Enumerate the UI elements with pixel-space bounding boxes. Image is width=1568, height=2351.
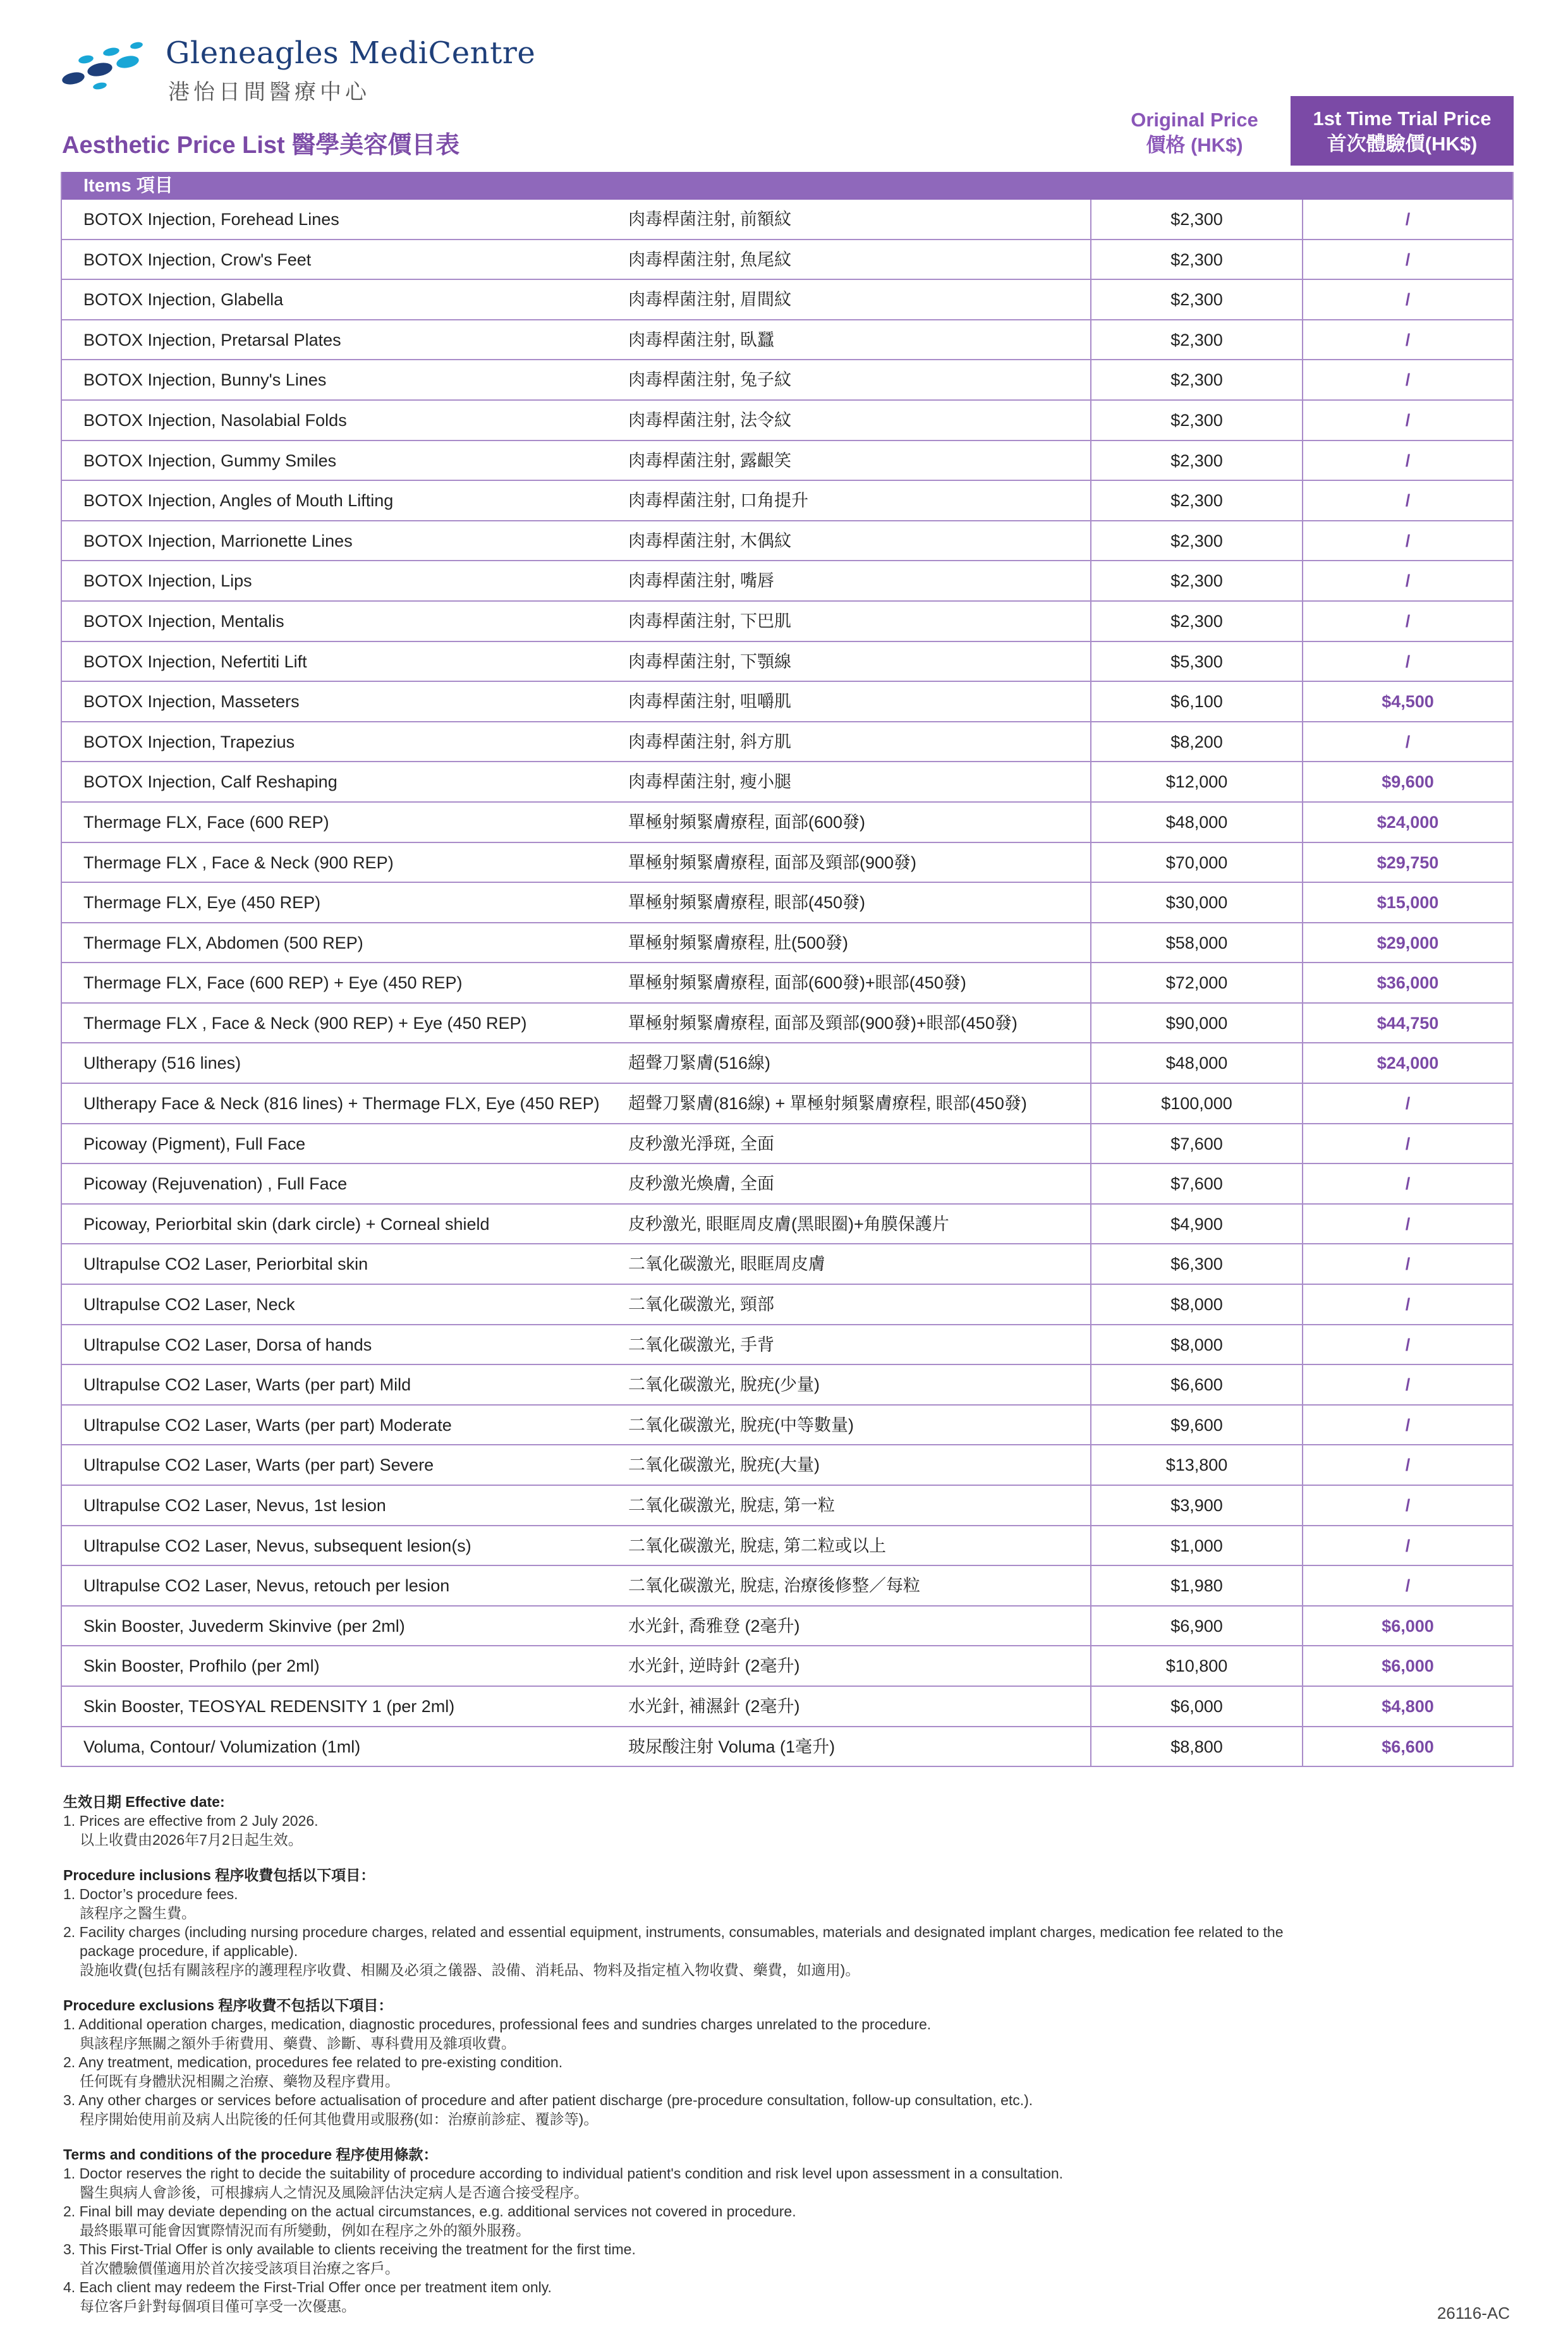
- item-name-zh: 肉毒桿菌注射, 下巴肌: [628, 611, 792, 631]
- original-price: $58,000: [1090, 923, 1302, 963]
- note-line: package procedure, if applicable).: [80, 1943, 298, 1959]
- document-code: 26116-AC: [1437, 2304, 1510, 2323]
- item-name-en: BOTOX Injection, Gummy Smiles: [83, 451, 337, 470]
- table-row: [62, 1043, 1512, 1084]
- item-name-en: BOTOX Injection, Forehead Lines: [83, 210, 339, 229]
- effective-date-title: 生效日期 Effective date:: [63, 1794, 225, 1810]
- item-name-en: BOTOX Injection, Marrionette Lines: [83, 531, 353, 550]
- item-name-en: Picoway (Pigment), Full Face: [83, 1134, 306, 1153]
- original-price: $7,600: [1090, 1164, 1302, 1203]
- exclusions-title: Procedure exclusions 程序收費不包括以下項目：: [63, 1997, 393, 2014]
- trial-price: /: [1302, 401, 1512, 440]
- logo-english-name: Gleneagles MediCentre: [166, 35, 536, 71]
- note-line: 設施收費(包括有關該程序的護理程序收費、相關及必須之儀器、設備、消耗品、物料及指定植入物收費、藥費，如適用)。: [80, 1962, 860, 1978]
- trial-price: /: [1302, 360, 1512, 399]
- item-name-zh: 水光針, 喬雅登 (2毫升): [628, 1616, 800, 1636]
- note-line: 3. Any other charges or services before actualisation of procedure and after patient discharge (pre-procedure consultation, follow-up consultation, etc.).: [63, 2092, 1033, 2108]
- trial-price: /: [1302, 1124, 1512, 1163]
- table-row: [62, 762, 1512, 803]
- item-name-zh: 單極射頻緊膚療程, 面部及頸部(900發): [628, 853, 917, 872]
- item-name-zh: 肉毒桿菌注射, 斜方肌: [628, 732, 792, 751]
- item-name-en: BOTOX Injection, Pretarsal Plates: [83, 330, 341, 349]
- note-line: 與該程序無關之額外手術費用、藥費、診斷、專科費用及雜項收費。: [80, 2035, 516, 2051]
- gleneagles-dots-logo-icon: [61, 38, 155, 95]
- item-name-zh: 二氧化碳激光, 脫痣, 治療後修整／每粒: [628, 1576, 921, 1596]
- price-table-body: [62, 200, 1512, 1767]
- original-price: $7,600: [1090, 1124, 1302, 1163]
- note-line: 2. Final bill may deviate depending on the actual circumstances, e.g. additional services not covered in procedure.: [63, 2203, 796, 2220]
- trial-price: /: [1302, 441, 1512, 480]
- table-row: [62, 722, 1512, 763]
- original-price: $8,800: [1090, 1727, 1302, 1766]
- trial-price: /: [1302, 642, 1512, 681]
- item-name-zh: 肉毒桿菌注射, 瘦小腿: [628, 772, 792, 792]
- original-price: $9,600: [1090, 1406, 1302, 1445]
- original-price: $2,300: [1090, 360, 1302, 399]
- item-name-zh: 二氧化碳激光, 脫痣, 第二粒或以上: [628, 1536, 887, 1555]
- table-row: [62, 1164, 1512, 1205]
- trial-price-header: [1291, 96, 1514, 166]
- inclusions-list: [63, 1885, 1517, 1979]
- trial-price-header-zh: 首次體驗價(HK$): [1327, 133, 1478, 155]
- original-price: $70,000: [1090, 843, 1302, 882]
- table-row: [62, 200, 1512, 240]
- table-row: [62, 481, 1512, 521]
- item-name-zh: 二氧化碳激光, 脫疣(中等數量): [628, 1415, 854, 1435]
- trial-price: $15,000: [1302, 883, 1512, 922]
- trial-price: $6,000: [1302, 1607, 1512, 1646]
- item-name-en: Ultrapulse CO2 Laser, Warts (per part) Moderate: [83, 1415, 452, 1435]
- item-name-zh: 二氧化碳激光, 手背: [628, 1335, 775, 1354]
- item-name-zh: 二氧化碳激光, 脫疣(少量): [628, 1375, 820, 1395]
- original-price: $2,300: [1090, 481, 1302, 520]
- item-name-en: Ultrapulse CO2 Laser, Neck: [83, 1295, 295, 1315]
- item-name-zh: 二氧化碳激光, 頸部: [628, 1295, 775, 1315]
- trial-price: /: [1302, 200, 1512, 239]
- original-price: $2,300: [1090, 441, 1302, 480]
- table-row: [62, 1004, 1512, 1044]
- item-name-en: BOTOX Injection, Angles of Mouth Lifting: [83, 491, 394, 511]
- item-name-zh: 肉毒桿菌注射, 下顎線: [628, 652, 792, 671]
- item-name-en: BOTOX Injection, Mentalis: [83, 611, 284, 631]
- logo-chinese-name: 港怡日間醫療中心: [168, 80, 370, 104]
- item-name-zh: 肉毒桿菌注射, 咀嚼肌: [628, 692, 792, 712]
- trial-price: /: [1302, 1285, 1512, 1324]
- original-price: $6,900: [1090, 1607, 1302, 1646]
- item-name-zh: 肉毒桿菌注射, 眉間紋: [628, 290, 792, 310]
- table-row: [62, 1526, 1512, 1567]
- item-name-en: Thermage FLX, Abdomen (500 REP): [83, 933, 363, 952]
- original-price: $6,000: [1090, 1687, 1302, 1726]
- table-row: [62, 1244, 1512, 1285]
- table-row: [62, 441, 1512, 482]
- item-name-zh: 單極射頻緊膚療程, 面部及頸部(900發)+眼部(450發): [628, 1013, 1018, 1033]
- trial-price: $44,750: [1302, 1004, 1512, 1043]
- original-price: $2,300: [1090, 280, 1302, 319]
- item-name-en: Ultrapulse CO2 Laser, Warts (per part) Severe: [83, 1455, 434, 1475]
- item-name-en: BOTOX Injection, Crow's Feet: [83, 250, 312, 269]
- exclusions-list: [63, 2015, 1517, 2129]
- original-price: $12,000: [1090, 762, 1302, 801]
- item-name-en: BOTOX Injection, Nasolabial Folds: [83, 410, 347, 430]
- trial-price: /: [1302, 521, 1512, 561]
- trial-price: $4,800: [1302, 1687, 1512, 1726]
- original-price: $90,000: [1090, 1004, 1302, 1043]
- table-row: [62, 1566, 1512, 1607]
- item-name-en: Ultrapulse CO2 Laser, Nevus, subsequent lesion(s): [83, 1536, 471, 1555]
- original-price: $100,000: [1090, 1084, 1302, 1123]
- item-name-en: Ultrapulse CO2 Laser, Nevus, 1st lesion: [83, 1496, 386, 1515]
- trial-price: /: [1302, 1406, 1512, 1445]
- item-name-zh: 肉毒桿菌注射, 魚尾紋: [628, 250, 792, 269]
- item-name-en: BOTOX Injection, Lips: [83, 571, 252, 591]
- note-line: 任何既有身體狀況相關之治療、藥物及程序費用。: [80, 2073, 399, 2089]
- effective-date-list: [63, 1811, 1517, 1849]
- note-line: 該程序之醫生費。: [80, 1905, 196, 1921]
- table-row: [62, 240, 1512, 281]
- item-name-zh: 二氧化碳激光, 脫痣, 第一粒: [628, 1496, 836, 1515]
- table-row: [62, 521, 1512, 562]
- original-price: $6,100: [1090, 682, 1302, 721]
- table-row: [62, 1406, 1512, 1446]
- note-line: 程序開始使用前及病人出院後的任何其他費用或服務(如：治療前診症、覆診等)。: [80, 2111, 599, 2127]
- table-row: [62, 401, 1512, 441]
- item-name-zh: 單極射頻緊膚療程, 肚(500發): [628, 933, 849, 952]
- trial-price: $4,500: [1302, 682, 1512, 721]
- original-price: $8,000: [1090, 1325, 1302, 1364]
- original-price: $2,300: [1090, 602, 1302, 641]
- item-name-en: Voluma, Contour/ Volumization (1ml): [83, 1737, 361, 1756]
- trial-price: /: [1302, 481, 1512, 520]
- item-name-zh: 肉毒桿菌注射, 法令紋: [628, 410, 792, 430]
- table-row: [62, 682, 1512, 722]
- trial-price: $24,000: [1302, 803, 1512, 842]
- item-name-zh: 肉毒桿菌注射, 嘴唇: [628, 571, 775, 591]
- item-name-zh: 皮秒激光淨斑, 全面: [628, 1134, 775, 1153]
- trial-price: $6,600: [1302, 1727, 1512, 1766]
- note-line: 醫生與病人會診後，可根據病人之情況及風險評估決定病人是否適合接受程序。: [80, 2184, 588, 2201]
- table-row: [62, 561, 1512, 602]
- original-price: $2,300: [1090, 401, 1302, 440]
- trial-price: /: [1302, 1325, 1512, 1364]
- item-name-en: Skin Booster, Profhilo (per 2ml): [83, 1656, 320, 1676]
- item-name-zh: 肉毒桿菌注射, 前額紋: [628, 210, 792, 229]
- trial-price-header-en: 1st Time Trial Price: [1313, 107, 1492, 130]
- original-price: $48,000: [1090, 1043, 1302, 1083]
- note-line: 每位客戶針對每個項目僅可享受一次優惠。: [80, 2298, 356, 2314]
- terms-list: [63, 2164, 1517, 2316]
- item-name-zh: 水光針, 逆時針 (2毫升): [628, 1656, 800, 1676]
- item-name-en: BOTOX Injection, Nefertiti Lift: [83, 652, 307, 671]
- note-line: 首次體驗價僅適用於首次接受該項目治療之客戶。: [80, 2260, 399, 2276]
- item-name-en: Ultherapy Face & Neck (816 lines) + Thermage FLX, Eye (450 REP): [83, 1094, 600, 1114]
- trial-price: $29,000: [1302, 923, 1512, 963]
- item-name-en: BOTOX Injection, Masseters: [83, 692, 300, 712]
- table-row: [62, 1607, 1512, 1647]
- table-row: [62, 602, 1512, 642]
- trial-price: /: [1302, 280, 1512, 319]
- original-price: $2,300: [1090, 240, 1302, 279]
- item-name-zh: 單極射頻緊膚療程, 眼部(450發): [628, 893, 866, 913]
- item-name-en: Thermage FLX, Face (600 REP) + Eye (450 REP): [83, 973, 463, 993]
- table-row: [62, 1124, 1512, 1165]
- note-line: 1. Doctor reserves the right to decide the suitability of procedure according to individual patient's condition and risk level upon assessment in a consultation.: [63, 2165, 1064, 2182]
- trial-price: /: [1302, 1164, 1512, 1203]
- item-name-en: Ultherapy (516 lines): [83, 1054, 241, 1073]
- item-name-en: Ultrapulse CO2 Laser, Warts (per part) Mild: [83, 1375, 411, 1395]
- trial-price: $29,750: [1302, 843, 1512, 882]
- table-row: [62, 883, 1512, 923]
- trial-price: /: [1302, 1566, 1512, 1605]
- table-row: [62, 1365, 1512, 1406]
- item-name-en: Thermage FLX , Face & Neck (900 REP) + Eye (450 REP): [83, 1013, 527, 1033]
- item-name-en: BOTOX Injection, Trapezius: [83, 732, 295, 751]
- original-price: $1,980: [1090, 1566, 1302, 1605]
- original-price: $3,900: [1090, 1486, 1302, 1525]
- trial-price: /: [1302, 1244, 1512, 1284]
- trial-price: /: [1302, 320, 1512, 360]
- table-row: [62, 843, 1512, 884]
- trial-price: /: [1302, 1486, 1512, 1525]
- original-price: $48,000: [1090, 803, 1302, 842]
- table-row: [62, 1727, 1512, 1768]
- note-line: 3. This First-Trial Offer is only available to clients receiving the treatment for the first time.: [63, 2241, 636, 2257]
- table-row: [62, 642, 1512, 683]
- item-name-zh: 玻尿酸注射 Voluma (1毫升): [628, 1737, 836, 1756]
- item-name-en: Thermage FLX, Face (600 REP): [83, 812, 329, 832]
- note-line: 以上收費由2026年7月2日起生效。: [80, 1832, 303, 1848]
- item-name-zh: 皮秒激光煥膚, 全面: [628, 1174, 775, 1194]
- original-price-header-zh: 價格 (HK$): [1146, 134, 1243, 156]
- item-name-en: Picoway, Periorbital skin (dark circle) + Corneal shield: [83, 1214, 490, 1234]
- item-name-en: Skin Booster, Juvederm Skinvive (per 2ml): [83, 1616, 405, 1636]
- trial-price: /: [1302, 1205, 1512, 1244]
- item-name-zh: 肉毒桿菌注射, 木偶紋: [628, 531, 792, 550]
- note-line: 1. Doctor’s procedure fees.: [63, 1886, 238, 1902]
- item-name-zh: 二氧化碳激光, 眼眶周皮膚: [628, 1254, 826, 1274]
- inclusions-title: Procedure inclusions 程序收費包括以下項目：: [63, 1867, 375, 1883]
- price-table: [61, 172, 1514, 1767]
- item-name-zh: 二氧化碳激光, 脫疣(大量): [628, 1455, 820, 1475]
- trial-price: $9,600: [1302, 762, 1512, 801]
- trial-price: $24,000: [1302, 1043, 1512, 1083]
- note-line: 1. Prices are effective from 2 July 2026.: [63, 1813, 319, 1829]
- item-name-en: BOTOX Injection, Calf Reshaping: [83, 772, 337, 792]
- original-price: $2,300: [1090, 521, 1302, 561]
- original-price: $2,300: [1090, 320, 1302, 360]
- trial-price: /: [1302, 1526, 1512, 1565]
- note-line: 2. Facility charges (including nursing procedure charges, related and essential equipment, instruments, consumables, materials and designated implant charges, medication fee related to the: [63, 1924, 1284, 1940]
- original-price: $2,300: [1090, 561, 1302, 600]
- table-row: [62, 360, 1512, 401]
- table-row: [62, 1084, 1512, 1124]
- note-line: 1. Additional operation charges, medication, diagnostic procedures, professional fees and sundries charges unrelated to the procedure.: [63, 2016, 932, 2032]
- item-name-en: Thermage FLX, Eye (450 REP): [83, 893, 321, 913]
- item-name-zh: 皮秒激光, 眼眶周皮膚(黑眼圈)+角膜保護片: [628, 1214, 949, 1234]
- table-row: [62, 803, 1512, 843]
- note-line: 2. Any treatment, medication, procedures fee related to pre-existing condition.: [63, 2054, 563, 2070]
- trial-price: /: [1302, 1084, 1512, 1123]
- item-name-zh: 肉毒桿菌注射, 口角提升: [628, 491, 809, 511]
- note-line: 4. Each client may redeem the First-Trial Offer once per treatment item only.: [63, 2279, 552, 2295]
- table-row: [62, 1486, 1512, 1526]
- trial-price: /: [1302, 1445, 1512, 1485]
- item-name-zh: 超聲刀緊膚(516線): [628, 1054, 771, 1073]
- item-name-zh: 超聲刀緊膚(816線) + 單極射頻緊膚療程, 眼部(450發): [628, 1094, 1027, 1114]
- item-name-zh: 水光針, 補濕針 (2毫升): [628, 1696, 800, 1716]
- notes-section: [63, 1792, 1517, 2316]
- item-name-zh: 單極射頻緊膚療程, 面部(600發)+眼部(450發): [628, 973, 966, 993]
- table-row: [62, 1646, 1512, 1687]
- trial-price: /: [1302, 240, 1512, 279]
- original-price: $5,300: [1090, 642, 1302, 681]
- note-line: 最終賬單可能會因實際情況而有所變動，例如在程序之外的額外服務。: [80, 2222, 530, 2239]
- trial-price: /: [1302, 722, 1512, 762]
- items-header: Items 項目: [62, 172, 1512, 200]
- terms-title: Terms and conditions of the procedure 程序使用條款：: [63, 2146, 438, 2163]
- original-price: $72,000: [1090, 963, 1302, 1002]
- item-name-zh: 單極射頻緊膚療程, 面部(600發): [628, 812, 866, 832]
- item-name-zh: 肉毒桿菌注射, 臥蠶: [628, 330, 775, 349]
- original-price: $13,800: [1090, 1445, 1302, 1485]
- original-price: $6,600: [1090, 1365, 1302, 1404]
- original-price-header-en: Original Price: [1131, 109, 1258, 131]
- table-row: [62, 1445, 1512, 1486]
- original-price: $1,000: [1090, 1526, 1302, 1565]
- item-name-zh: 肉毒桿菌注射, 兔子紋: [628, 370, 792, 390]
- item-name-en: BOTOX Injection, Bunny's Lines: [83, 370, 327, 390]
- item-name-en: BOTOX Injection, Glabella: [83, 290, 284, 310]
- table-row: [62, 1205, 1512, 1245]
- original-price: $10,800: [1090, 1646, 1302, 1686]
- table-row: [62, 1285, 1512, 1325]
- table-row: [62, 1687, 1512, 1727]
- table-row: [62, 963, 1512, 1004]
- original-price: $8,000: [1090, 1285, 1302, 1324]
- original-price: $4,900: [1090, 1205, 1302, 1244]
- table-row: [62, 280, 1512, 320]
- item-name-en: Skin Booster, TEOSYAL REDENSITY 1 (per 2ml): [83, 1696, 455, 1716]
- original-price: $8,200: [1090, 722, 1302, 762]
- trial-price: $36,000: [1302, 963, 1512, 1002]
- original-price-header: [1087, 107, 1302, 158]
- trial-price: $6,000: [1302, 1646, 1512, 1686]
- table-row: [62, 320, 1512, 361]
- trial-price: /: [1302, 602, 1512, 641]
- page-title: Aesthetic Price List 醫學美容價目表: [62, 132, 460, 159]
- original-price: $30,000: [1090, 883, 1302, 922]
- item-name-en: Ultrapulse CO2 Laser, Nevus, retouch per lesion: [83, 1576, 450, 1596]
- trial-price: /: [1302, 1365, 1512, 1404]
- table-row: [62, 1325, 1512, 1366]
- original-price: $2,300: [1090, 200, 1302, 239]
- table-row: [62, 923, 1512, 964]
- trial-price: /: [1302, 561, 1512, 600]
- logo: [61, 33, 536, 109]
- item-name-en: Thermage FLX , Face & Neck (900 REP): [83, 853, 394, 872]
- original-price: $6,300: [1090, 1244, 1302, 1284]
- item-name-en: Picoway (Rejuvenation) , Full Face: [83, 1174, 348, 1194]
- item-name-en: Ultrapulse CO2 Laser, Periorbital skin: [83, 1254, 368, 1274]
- item-name-en: Ultrapulse CO2 Laser, Dorsa of hands: [83, 1335, 372, 1354]
- item-name-zh: 肉毒桿菌注射, 露齦笑: [628, 451, 792, 470]
